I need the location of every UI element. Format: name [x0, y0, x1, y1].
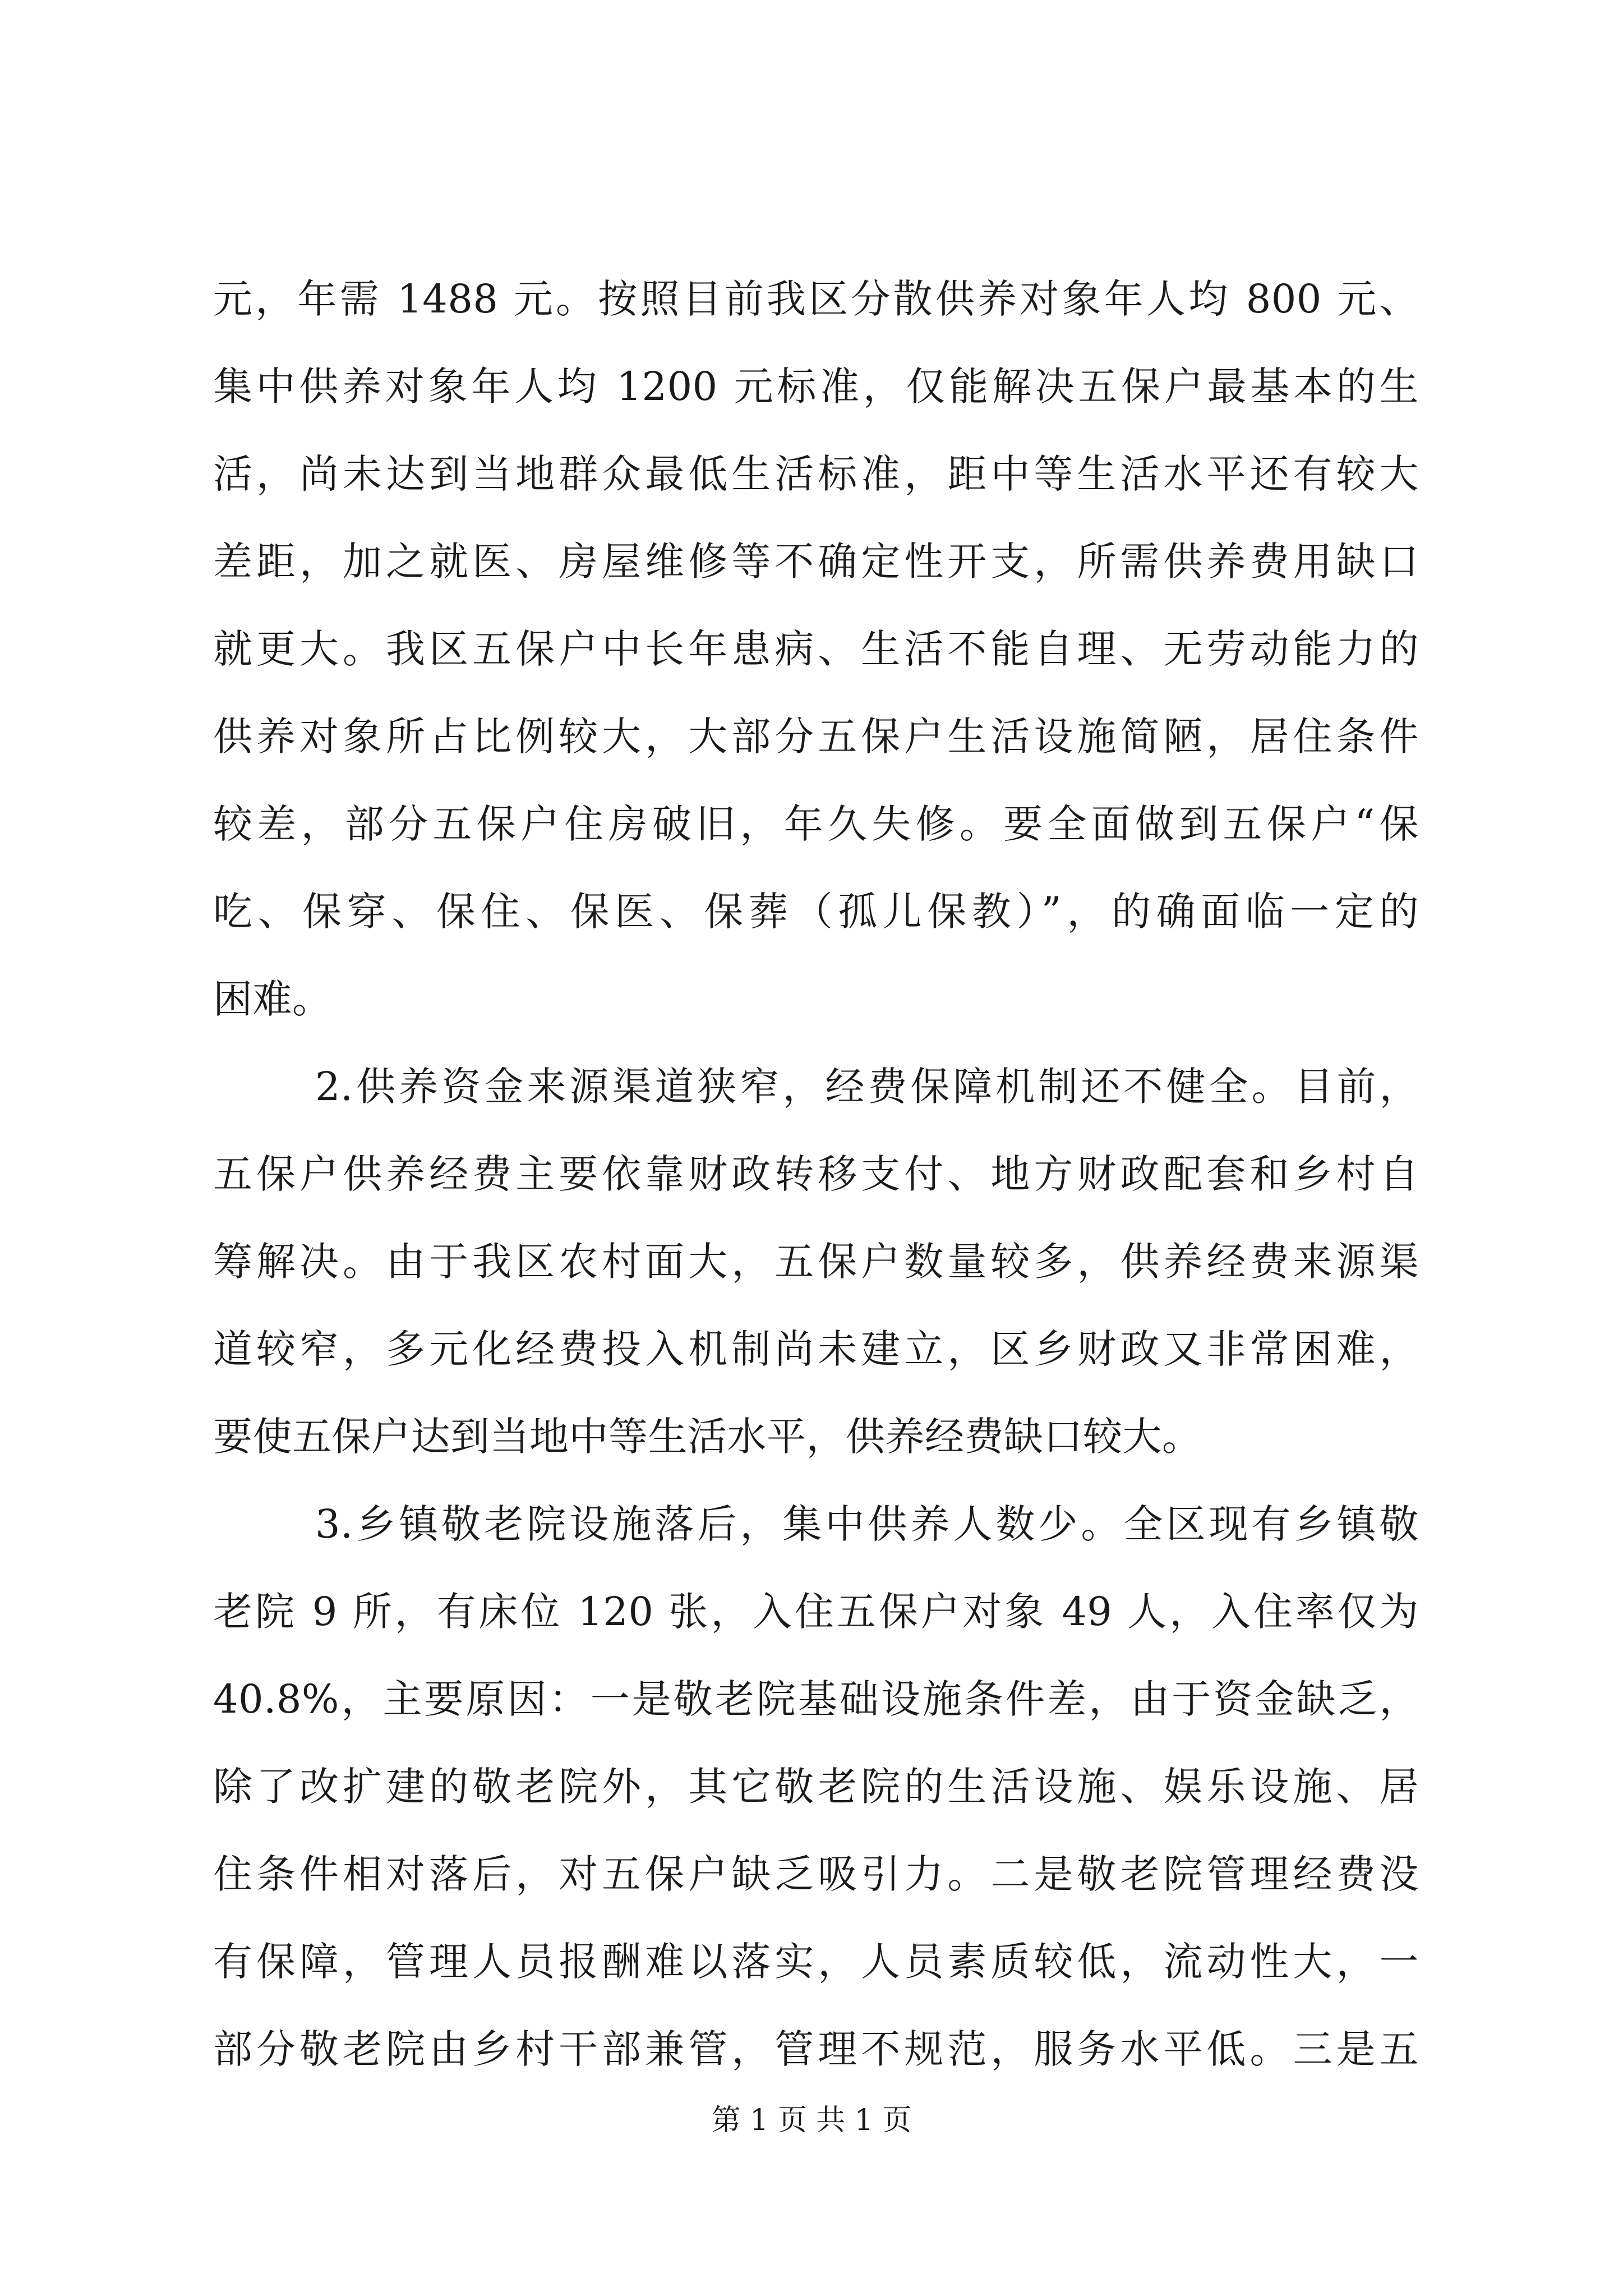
text-line: 老院 9 所，有床位 120 张，入住五保户对象 49 人，入住率仅为 [213, 1589, 1419, 1635]
text-line: 道较窄，多元化经费投入机制尚未建立，区乡财政又非常困难， [213, 1326, 1419, 1372]
text-line: 活，尚未达到当地群众最低生活标准，距中等生活水平还有较大 [213, 451, 1419, 497]
text-line: 就更大。我区五保户中长年患病、生活不能自理、无劳动能力的 [213, 626, 1419, 672]
text-line: 40.8%，主要原因：一是敬老院基础设施条件差，由于资金缺乏， [213, 1676, 1419, 1722]
text-line: 吃、保穿、保住、保医、保葬（孤儿保教）”，的确面临一定的 [213, 889, 1419, 935]
text-line: 五保户供养经费主要依靠财政转移支付、地方财政配套和乡村自 [213, 1151, 1419, 1197]
paragraph-first-line: 3.乡镇敬老院设施落后，集中供养人数少。全区现有乡镇敬 [315, 1501, 1419, 1547]
text-line: 集中供养对象年人均 1200 元标准，仅能解决五保户最基本的生 [213, 364, 1419, 409]
document-body [213, 255, 1419, 2093]
text-line: 筹解决。由于我区农村面大，五保户数量较多，供养经费来源渠 [213, 1239, 1419, 1285]
text-line: 差距，加之就医、房屋维修等不确定性开支，所需供养费用缺口 [213, 539, 1419, 585]
text-line: 部分敬老院由乡村干部兼管，管理不规范，服务水平低。三是五 [213, 2026, 1419, 2072]
text-line: 除了改扩建的敬老院外，其它敬老院的生活设施、娱乐设施、居 [213, 1764, 1419, 1810]
text-line: 元，年需 1488 元。按照目前我区分散供养对象年人均 800 元、 [213, 276, 1419, 322]
text-line: 困难。 [213, 976, 332, 1022]
page-number-footer: 第 1 页 共 1 页 [711, 2104, 912, 2137]
paragraph-first-line: 2.供养资金来源渠道狭窄，经费保障机制还不健全。目前， [315, 1064, 1419, 1110]
text-line: 较差，部分五保户住房破旧，年久失修。要全面做到五保户“保 [213, 801, 1419, 847]
text-line: 有保障，管理人员报酬难以落实，人员素质较低，流动性大，一 [213, 1939, 1419, 1985]
text-line: 住条件相对落后，对五保户缺乏吸引力。二是敬老院管理经费没 [213, 1851, 1419, 1897]
text-line: 供养对象所占比例较大，大部分五保户生活设施简陋，居住条件 [213, 714, 1419, 760]
text-line: 要使五保户达到当地中等生活水平，供养经费缺口较大。 [213, 1414, 1202, 1460]
